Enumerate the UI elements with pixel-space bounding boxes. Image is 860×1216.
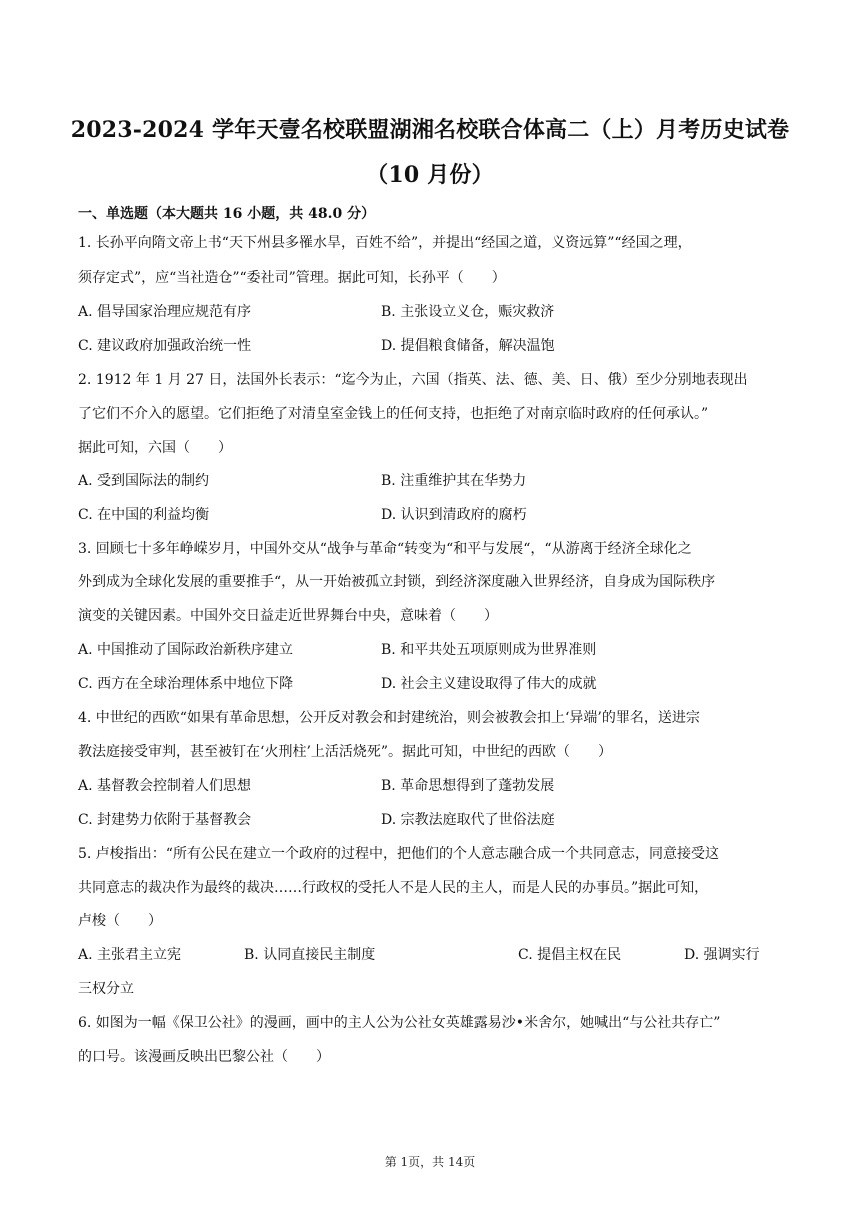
question-4-option-a: A. 基督教会控制着人们思想 [78, 778, 252, 794]
question-5-option-a: A. 主张君主立宪 [78, 947, 182, 963]
question-5-option-d: D. 强调实行 [684, 947, 760, 963]
question-1-option-d: D. 提倡粮食储备，解决温饱 [381, 338, 555, 354]
section-heading: 一、单选题（本大题共 16 小题，共 48.0 分） [78, 206, 376, 222]
question-1-option-b: B. 主张设立义仓，赈灾救济 [381, 304, 555, 320]
question-6-line-2: 的口号。该漫画反映出巴黎公社（ ） [78, 1049, 330, 1065]
question-4-line-2: 教法庭接受审判，甚至被钉在‘火刑柱’上活活烧死”。据此可知，中世纪的西欧（ ） [78, 744, 613, 760]
question-3-line-2: 外到成为全球化发展的重要推手“，从一开始被孤立封锁，到经济深度融入世界经济，自身成为国际秩序 [78, 574, 716, 590]
question-4-option-b: B. 革命思想得到了蓬勃发展 [381, 778, 555, 794]
question-3-option-d: D. 社会主义建设取得了伟大的成就 [381, 676, 597, 692]
page-footer: 第 1页，共 14页 [384, 1155, 476, 1169]
question-2-option-d: D. 认识到清政府的腐朽 [381, 507, 527, 523]
question-5-line-1: 5. 卢梭指出：“所有公民在建立一个政府的过程中，把他们的个人意志融合成一个共同意志，同意接受这 [78, 846, 719, 862]
question-4-option-d: D. 宗教法庭取代了世俗法庭 [381, 812, 555, 828]
question-5-option-d-continued: 三权分立 [78, 981, 134, 997]
question-4-option-c: C. 封建势力依附于基督教会 [78, 812, 252, 828]
question-1-line-1: 1. 长孙平向隋文帝上书“天下州县多罹水旱，百姓不给”，并提出“经国之道，义资远算”“经国之理， [78, 235, 692, 251]
exam-title: 2023-2024 学年天壹名校联盟湖湘名校联合体高二（上）月考历史试卷 [70, 117, 790, 143]
question-4-line-1: 4. 中世纪的西欧“如果有革命思想，公开反对教会和封建统治，则会被教会扣上‘异端’的罪名，送进宗 [78, 710, 700, 726]
question-3-line-1: 3. 回顾七十多年峥嵘岁月，中国外交从“战争与革命“转变为“和平与发展“，“从游离于经济全球化之 [78, 541, 692, 557]
question-5-option-b: B. 认同直接民主制度 [244, 947, 376, 963]
question-1-option-c: C. 建议政府加强政治统一性 [78, 338, 252, 354]
question-2-option-b: B. 注重维护其在华势力 [381, 473, 527, 489]
question-3-option-c: C. 西方在全球治理体系中地位下降 [78, 676, 294, 692]
question-5-option-c: C. 提倡主权在民 [518, 947, 622, 963]
question-2-option-c: C. 在中国的利益均衡 [78, 507, 210, 523]
question-6-line-1: 6. 如图为一幅《保卫公社》的漫画，画中的主人公为公社女英雄露易沙•米舍尔，她喊出“与公社共存亡” [78, 1015, 721, 1031]
question-2-line-1: 2. 1912 年 1 月 27 日，法国外长表示：“迄今为止，六国（指英、法、德、美、日、俄）至少分别地表现出 [78, 372, 748, 388]
question-3-option-a: A. 中国推动了国际政治新秩序建立 [78, 642, 294, 658]
question-3-line-3: 演变的关键因素。中国外交日益走近世界舞台中央，意味着（ ） [78, 608, 498, 624]
question-2-line-2: 了它们不介入的愿望。它们拒绝了对清皇室金钱上的任何支持，也拒绝了对南京临时政府的任何承认。” [78, 406, 709, 422]
question-3-option-b: B. 和平共处五项原则成为世界准则 [381, 642, 597, 658]
question-2-line-3: 据此可知，六国（ ） [78, 440, 232, 456]
exam-subtitle: （10 月份） [366, 162, 494, 188]
question-5-line-3: 卢梭（ ） [78, 913, 162, 929]
question-1-option-a: A. 倡导国家治理应规范有序 [78, 304, 252, 320]
question-2-option-a: A. 受到国际法的制约 [78, 473, 210, 489]
question-5-line-2: 共同意志的裁决作为最终的裁决……行政权的受托人不是人民的主人，而是人民的办事员。”据此可知， [78, 880, 709, 896]
question-1-line-2: 须存定式”，应“当社造仓”“委社司”管理。据此可知，长孙平（ ） [78, 270, 506, 286]
